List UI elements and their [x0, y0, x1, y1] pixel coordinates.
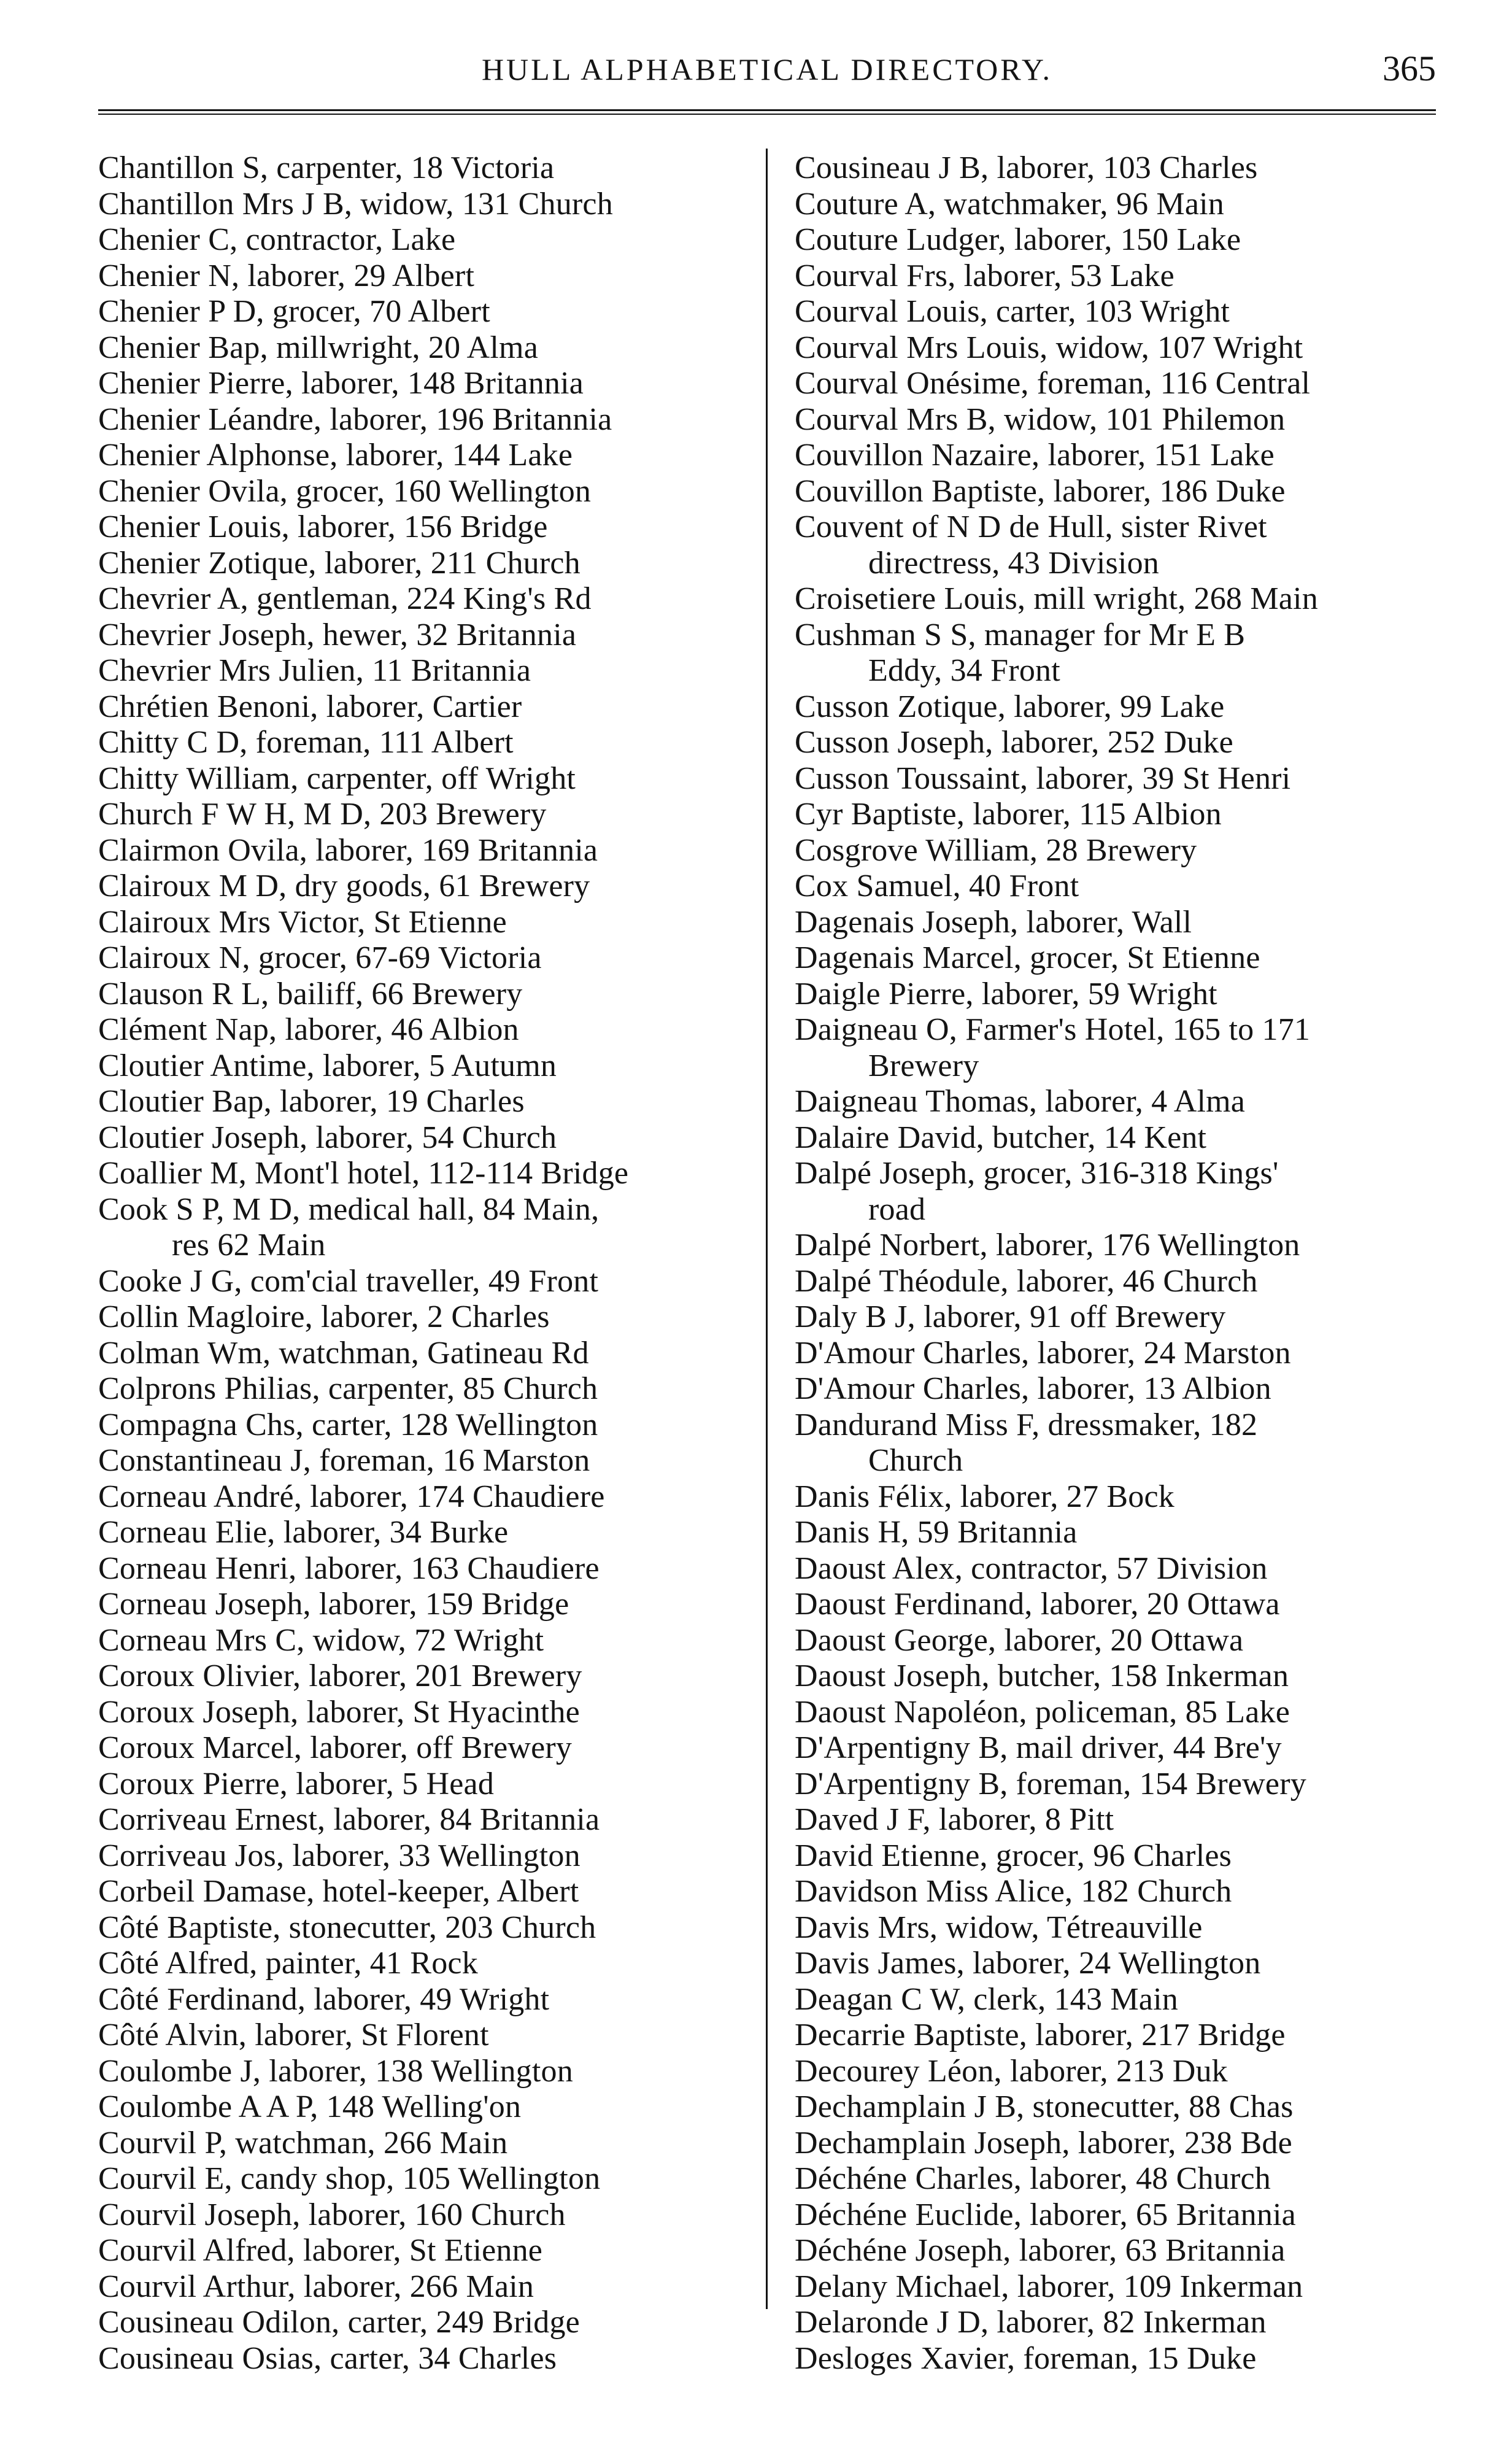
entry-text: Delany Michael, laborer, 109 Inkerman — [795, 2269, 1303, 2304]
entry-text: Colprons Philias, carpenter, 85 Church — [98, 1371, 598, 1406]
directory-entry — [98, 1623, 752, 1659]
directory-entry — [795, 797, 1439, 833]
entry-text: Chenier C, contractor, Lake — [98, 222, 456, 257]
directory-entry — [98, 1982, 752, 2018]
entry-text: Déchéne Euclide, laborer, 65 Britannia — [795, 2197, 1296, 2232]
entry-text: Compagna Chs, carter, 128 Wellington — [98, 1407, 598, 1442]
directory-entry — [98, 2341, 752, 2377]
entry-text: Coroux Marcel, laborer, off Brewery — [98, 1730, 573, 1765]
entry-text: Chrétien Benoni, laborer, Cartier — [98, 689, 522, 724]
directory-entry — [98, 2126, 752, 2162]
directory-entry — [98, 187, 752, 223]
entry-text: Cloutier Bap, laborer, 19 Charles — [98, 1084, 525, 1119]
entry-text: Chantillon S, carpenter, 18 Victoria — [98, 150, 555, 185]
directory-entry — [98, 2018, 752, 2054]
entry-text: Courvil Alfred, laborer, St Etienne — [98, 2233, 543, 2268]
entry-text: Déchéne Joseph, laborer, 63 Britannia — [795, 2233, 1286, 2268]
entry-text: Courvil Joseph, laborer, 160 Church — [98, 2197, 566, 2232]
entry-text: D'Arpentigny B, mail driver, 44 Bre'y — [795, 1730, 1282, 1765]
entry-text: Cosgrove William, 28 Brewery — [795, 832, 1197, 868]
directory-entry — [98, 1120, 752, 1156]
entry-text: Clairoux Mrs Victor, St Etienne — [98, 904, 507, 940]
directory-entry — [795, 1946, 1439, 1982]
directory-entry — [98, 1910, 752, 1946]
directory-entry — [98, 1838, 752, 1875]
entry-text: Chenier Alphonse, laborer, 144 Lake — [98, 438, 573, 473]
entry-continuation: Eddy, 34 Front — [868, 653, 1060, 688]
directory-entry — [98, 1084, 752, 1120]
entry-text: Corriveau Ernest, laborer, 84 Britannia — [98, 1802, 600, 1837]
entry-text: Cooke J G, com'cial traveller, 49 Front — [98, 1263, 599, 1299]
directory-entry — [795, 1802, 1439, 1838]
entry-text: Déchéne Charles, laborer, 48 Church — [795, 2161, 1271, 2196]
directory-entry — [98, 1730, 752, 1766]
directory-entry — [795, 2305, 1439, 2341]
entry-text: Daoust George, laborer, 20 Ottawa — [795, 1622, 1244, 1658]
directory-entry — [795, 2018, 1439, 2054]
entry-text: Cox Samuel, 40 Front — [795, 869, 1079, 903]
directory-entry — [795, 940, 1439, 977]
directory-entry — [795, 689, 1439, 725]
directory-entry — [795, 1874, 1439, 1910]
entry-continuation: Church — [868, 1443, 963, 1478]
directory-entry — [795, 1695, 1439, 1731]
directory-entry — [98, 509, 752, 546]
entry-text: Daigneau Thomas, laborer, 4 Alma — [795, 1084, 1246, 1119]
directory-entry — [98, 833, 752, 869]
directory-entry — [795, 617, 1439, 689]
directory-entry — [98, 546, 752, 582]
entry-text: Couvillon Nazaire, laborer, 151 Lake — [795, 438, 1275, 473]
directory-entry — [98, 1695, 752, 1731]
entry-text: Daigneau O, Farmer's Hotel, 165 to 171 — [795, 1012, 1311, 1047]
entry-text: Chevrier A, gentleman, 224 King's Rd — [98, 581, 592, 616]
entry-text: Daoust Joseph, butcher, 158 Inkerman — [795, 1658, 1289, 1693]
entry-text: Cusson Joseph, laborer, 252 Duke — [795, 725, 1233, 760]
entry-text: Dechamplain Joseph, laborer, 238 Bde — [795, 2125, 1292, 2161]
directory-entry — [795, 761, 1439, 797]
directory-entry — [795, 725, 1439, 761]
entry-text: Desloges Xavier, foreman, 15 Duke — [795, 2340, 1257, 2376]
entry-text: Couture A, watchmaker, 96 Main — [795, 186, 1224, 222]
entry-text: Davis Mrs, widow, Tétreauville — [795, 1909, 1203, 1945]
directory-entry — [795, 1084, 1439, 1120]
directory-entry — [98, 1299, 752, 1336]
directory-entry — [98, 1479, 752, 1515]
entry-text: Chenier P D, grocer, 70 Albert — [98, 294, 490, 329]
entry-text: Chenier Louis, laborer, 156 Bridge — [98, 509, 548, 544]
entry-text: Côté Baptiste, stonecutter, 203 Church — [98, 1909, 596, 1945]
directory-entry — [98, 222, 752, 258]
directory-entry — [795, 2161, 1439, 2197]
directory-entry — [98, 653, 752, 689]
entry-text: Collin Magloire, laborer, 2 Charles — [98, 1299, 550, 1334]
entry-text: Daoust Alex, contractor, 57 Division — [795, 1550, 1268, 1586]
directory-entry — [795, 187, 1439, 223]
entry-text: Chitty William, carpenter, off Wright — [98, 760, 576, 796]
entry-text: Courval Frs, laborer, 53 Lake — [795, 258, 1174, 293]
entry-text: Colman Wm, watchman, Gatineau Rd — [98, 1335, 589, 1371]
entry-text: Daoust Napoléon, policeman, 85 Lake — [795, 1694, 1290, 1730]
entry-text: Dandurand Miss F, dressmaker, 182 — [795, 1407, 1258, 1442]
directory-entry — [795, 2341, 1439, 2377]
running-title: HULL ALPHABETICAL DIRECTORY. — [481, 52, 1053, 87]
entry-text: Couvillon Baptiste, laborer, 186 Duke — [795, 473, 1286, 509]
directory-entry — [98, 1407, 752, 1444]
directory-entry — [795, 2054, 1439, 2090]
entry-continuation: road — [868, 1191, 926, 1227]
entry-text: Couvent of N D de Hull, sister Rivet — [795, 509, 1267, 544]
entry-text: Clairoux M D, dry goods, 61 Brewery — [98, 869, 590, 903]
directory-entry — [98, 366, 752, 402]
entry-text: Danis Félix, laborer, 27 Bock — [795, 1479, 1174, 1514]
directory-entry — [795, 1515, 1439, 1551]
entry-text: Chenier Pierre, laborer, 148 Britannia — [98, 366, 584, 401]
entry-text: Dechamplain J B, stonecutter, 88 Chas — [795, 2089, 1294, 2124]
directory-entry — [795, 1982, 1439, 2018]
directory-entry — [98, 438, 752, 474]
directory-entry — [795, 1371, 1439, 1407]
entry-text: Daoust Ferdinand, laborer, 20 Ottawa — [795, 1587, 1280, 1622]
directory-entry — [98, 1874, 752, 1910]
entry-text: Clauson R L, bailiff, 66 Brewery — [98, 976, 523, 1012]
entry-text: Daly B J, laborer, 91 off Brewery — [795, 1299, 1226, 1334]
directory-entry — [98, 977, 752, 1013]
entry-text: Cyr Baptiste, laborer, 115 Albion — [795, 797, 1222, 832]
entry-text: Corriveau Jos, laborer, 33 Wellington — [98, 1838, 580, 1873]
directory-entry — [98, 1156, 752, 1192]
directory-entry — [795, 1120, 1439, 1156]
directory-entry — [795, 1730, 1439, 1766]
directory-entry — [98, 474, 752, 510]
directory-entry — [795, 1336, 1439, 1372]
entry-text: D'Amour Charles, laborer, 13 Albion — [795, 1371, 1271, 1406]
directory-entry — [795, 294, 1439, 330]
entry-text: Côté Alvin, laborer, St Florent — [98, 2018, 489, 2053]
directory-entry — [795, 366, 1439, 402]
entry-text: Cousineau Osias, carter, 34 Charles — [98, 2340, 557, 2376]
entry-text: Courval Onésime, foreman, 116 Central — [795, 366, 1311, 401]
entry-text: Cusson Toussaint, laborer, 39 St Henri — [795, 760, 1291, 796]
entry-text: D'Arpentigny B, foreman, 154 Brewery — [795, 1766, 1306, 1801]
entry-text: D'Amour Charles, laborer, 24 Marston — [795, 1335, 1291, 1371]
entry-text: Coulombe J, laborer, 138 Wellington — [98, 2053, 573, 2089]
entry-text: Decourey Léon, laborer, 213 Duk — [795, 2053, 1228, 2089]
entry-text: Danis H, 59 Britannia — [795, 1515, 1078, 1550]
directory-entry — [795, 1623, 1439, 1659]
entry-text: Constantineau J, foreman, 16 Marston — [98, 1443, 590, 1478]
directory-entry — [98, 1946, 752, 1982]
directory-entry — [795, 1551, 1439, 1587]
entry-text: Chenier Ovila, grocer, 160 Wellington — [98, 473, 592, 509]
directory-entry — [795, 1012, 1439, 1084]
entry-text: Cousineau J B, laborer, 103 Charles — [795, 150, 1258, 185]
entry-text: Chenier Zotique, laborer, 211 Church — [98, 545, 580, 581]
entry-text: Chevrier Joseph, hewer, 32 Britannia — [98, 617, 577, 652]
entry-text: Dalpé Théodule, laborer, 46 Church — [795, 1263, 1258, 1299]
directory-entry — [98, 1336, 752, 1372]
directory-entry — [98, 330, 752, 366]
directory-entry — [98, 2233, 752, 2269]
directory-entry — [98, 905, 752, 941]
directory-entry — [98, 617, 752, 654]
directory-entry — [795, 2089, 1439, 2126]
directory-entry — [795, 1910, 1439, 1946]
entry-text: Dalpé Norbert, laborer, 176 Wellington — [795, 1228, 1300, 1263]
directory-entry — [98, 1802, 752, 1838]
entry-text: Corneau Elie, laborer, 34 Burke — [98, 1515, 509, 1550]
directory-entry — [98, 761, 752, 797]
directory-entry — [98, 150, 752, 187]
column-divider — [766, 149, 768, 2309]
left-column — [98, 150, 752, 2377]
directory-entry — [98, 2269, 752, 2305]
entry-text: Chitty C D, foreman, 111 Albert — [98, 725, 514, 760]
directory-entry — [795, 2197, 1439, 2234]
entry-text: Coroux Joseph, laborer, St Hyacinthe — [98, 1694, 580, 1730]
directory-entry — [795, 474, 1439, 510]
directory-entry — [98, 1766, 752, 1803]
entry-text: Cushman S S, manager for Mr E B — [795, 617, 1246, 652]
directory-entry — [795, 1838, 1439, 1875]
directory-entry — [98, 689, 752, 725]
directory-entry — [98, 1658, 752, 1695]
entry-text: Chenier Léandre, laborer, 196 Britannia — [98, 401, 612, 437]
directory-entry — [98, 1192, 752, 1264]
entry-text: Clément Nap, laborer, 46 Albion — [98, 1012, 519, 1047]
entry-text: Corneau Henri, laborer, 163 Chaudiere — [98, 1550, 600, 1586]
directory-entry — [795, 2269, 1439, 2305]
entry-text: Dalpé Joseph, grocer, 316-318 Kings' — [795, 1156, 1279, 1191]
entry-text: Deagan C W, clerk, 143 Main — [795, 1981, 1178, 2017]
entry-text: Davidson Miss Alice, 182 Church — [795, 1874, 1232, 1909]
directory-entry — [795, 581, 1439, 617]
directory-entry — [795, 869, 1439, 905]
entry-text: Daigle Pierre, laborer, 59 Wright — [795, 976, 1217, 1012]
entry-text: Chenier Bap, millwright, 20 Alma — [98, 330, 538, 365]
entry-text: Corneau André, laborer, 174 Chaudiere — [98, 1479, 605, 1514]
entry-text: Coallier M, Mont'l hotel, 112-114 Bridge — [98, 1156, 629, 1191]
directory-entry — [98, 1012, 752, 1048]
directory-entry — [98, 581, 752, 617]
entry-text: Clairoux N, grocer, 67-69 Victoria — [98, 940, 542, 975]
entry-text: Chantillon Mrs J B, widow, 131 Church — [98, 186, 613, 222]
directory-entry — [795, 2233, 1439, 2269]
entry-text: Courvil P, watchman, 266 Main — [98, 2125, 508, 2161]
entry-text: Cloutier Antime, laborer, 5 Autumn — [98, 1048, 557, 1083]
directory-entry — [98, 797, 752, 833]
entry-text: Côté Ferdinand, laborer, 49 Wright — [98, 1981, 550, 2017]
directory-entry — [795, 222, 1439, 258]
directory-entry — [98, 940, 752, 977]
entry-text: Chevrier Mrs Julien, 11 Britannia — [98, 653, 531, 688]
page-number: 365 — [1383, 48, 1436, 88]
directory-entry — [98, 2161, 752, 2197]
entry-text: Coulombe A A P, 148 Welling'on — [98, 2089, 522, 2124]
directory-entry — [795, 833, 1439, 869]
directory-entry — [98, 1587, 752, 1623]
entry-text: Courvil E, candy shop, 105 Wellington — [98, 2161, 601, 2196]
directory-entry — [98, 294, 752, 330]
entry-text: Côté Alfred, painter, 41 Rock — [98, 1946, 478, 1981]
directory-entry — [98, 869, 752, 905]
entry-continuation: res 62 Main — [172, 1228, 326, 1263]
directory-entry — [98, 725, 752, 761]
entry-continuation: directress, 43 Division — [868, 545, 1159, 581]
entry-text: Dagenais Joseph, laborer, Wall — [795, 904, 1192, 940]
entry-text: Cook S P, M D, medical hall, 84 Main, — [98, 1191, 600, 1227]
directory-entry — [795, 1407, 1439, 1479]
entry-text: Corneau Mrs C, widow, 72 Wright — [98, 1622, 544, 1658]
entry-text: Coroux Olivier, laborer, 201 Brewery — [98, 1658, 582, 1693]
entry-text: Coroux Pierre, laborer, 5 Head — [98, 1766, 495, 1801]
entry-text: Corbeil Damase, hotel-keeper, Albert — [98, 1874, 579, 1909]
entry-text: Daved J F, laborer, 8 Pitt — [795, 1802, 1114, 1837]
directory-entry — [98, 1551, 752, 1587]
directory-entry — [795, 150, 1439, 187]
entry-text: Davis James, laborer, 24 Wellington — [795, 1946, 1261, 1981]
entry-text: Delaronde J D, laborer, 82 Inkerman — [795, 2305, 1267, 2340]
directory-entry — [795, 402, 1439, 438]
entry-continuation: Brewery — [868, 1048, 979, 1083]
directory-entry — [795, 1156, 1439, 1228]
directory-entry — [98, 2197, 752, 2234]
directory-entry — [98, 402, 752, 438]
entry-text: Corneau Joseph, laborer, 159 Bridge — [98, 1587, 569, 1622]
entry-text: Decarrie Baptiste, laborer, 217 Bridge — [795, 2018, 1286, 2053]
page-header — [98, 48, 1436, 97]
directory-entry — [795, 905, 1439, 941]
directory-entry — [795, 2126, 1439, 2162]
directory-entry — [795, 258, 1439, 295]
entry-text: Dagenais Marcel, grocer, St Etienne — [795, 940, 1260, 975]
entry-text: Cloutier Joseph, laborer, 54 Church — [98, 1120, 557, 1155]
entry-text: Church F W H, M D, 203 Brewery — [98, 797, 547, 832]
directory-entry — [795, 1479, 1439, 1515]
entry-text: David Etienne, grocer, 96 Charles — [795, 1838, 1232, 1873]
entry-text: Couture Ludger, laborer, 150 Lake — [795, 222, 1241, 257]
directory-entry — [98, 2089, 752, 2126]
entry-text: Courvil Arthur, laborer, 266 Main — [98, 2269, 534, 2304]
directory-entry — [98, 1048, 752, 1085]
entry-text: Cousineau Odilon, carter, 249 Bridge — [98, 2305, 580, 2340]
entry-text: Cusson Zotique, laborer, 99 Lake — [795, 689, 1225, 724]
directory-entry — [795, 1658, 1439, 1695]
entry-text: Courval Louis, carter, 103 Wright — [795, 294, 1230, 329]
directory-entry — [795, 1299, 1439, 1336]
directory-entry — [98, 1264, 752, 1300]
directory-entry — [98, 258, 752, 295]
entry-text: Courval Mrs B, widow, 101 Philemon — [795, 401, 1286, 437]
directory-entry — [795, 330, 1439, 366]
directory-entry — [98, 1371, 752, 1407]
entry-text: Croisetiere Louis, mill wright, 268 Main — [795, 581, 1318, 616]
directory-entry — [795, 1228, 1439, 1264]
directory-entry — [98, 2054, 752, 2090]
directory-entry — [795, 1766, 1439, 1803]
entry-text: Dalaire David, butcher, 14 Kent — [795, 1120, 1207, 1155]
header-rule — [98, 109, 1436, 115]
directory-entry — [98, 2305, 752, 2341]
directory-entry — [795, 509, 1439, 581]
entry-text: Clairmon Ovila, laborer, 169 Britannia — [98, 832, 598, 868]
entry-text: Chenier N, laborer, 29 Albert — [98, 258, 475, 293]
directory-entry — [795, 438, 1439, 474]
right-column — [795, 150, 1439, 2377]
directory-entry — [98, 1515, 752, 1551]
directory-entry — [795, 1587, 1439, 1623]
directory-entry — [98, 1443, 752, 1479]
entry-text: Courval Mrs Louis, widow, 107 Wright — [795, 330, 1303, 365]
directory-entry — [795, 1264, 1439, 1300]
directory-entry — [795, 977, 1439, 1013]
